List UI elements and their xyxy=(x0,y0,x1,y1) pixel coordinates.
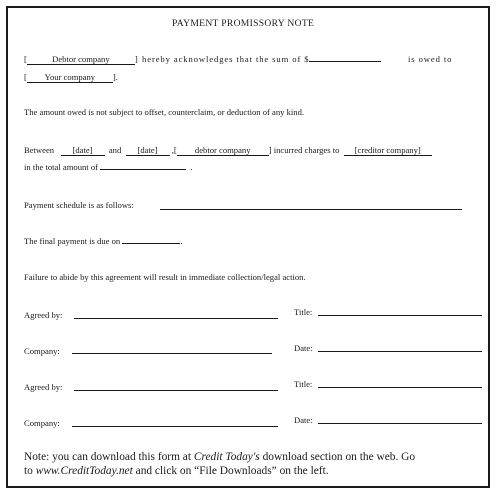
end-date-field[interactable]: [date] xyxy=(126,145,170,156)
form-title: PAYMENT PROMISSORY NOTE xyxy=(172,18,315,29)
creditor-company-field-2[interactable]: [creditor company] xyxy=(344,145,432,156)
agreed-by-field-1[interactable] xyxy=(74,318,278,319)
agreed-by-label-2: Agreed by: xyxy=(24,382,63,392)
amount-field[interactable] xyxy=(309,61,381,62)
note-website-link[interactable]: www.CreditToday.net xyxy=(35,465,133,477)
title-label-2: Title: xyxy=(294,379,313,389)
note-text-f: and click on “File Downloads” on the left. xyxy=(135,465,329,477)
company-label-2: Company: xyxy=(24,418,60,428)
failure-clause: Failure to abide by this agreement will result in immediate collection/legal action. xyxy=(24,272,306,282)
company-field-2[interactable] xyxy=(72,426,278,427)
total-amount-field[interactable] xyxy=(100,169,186,170)
and-label: and xyxy=(108,145,122,155)
between-label: Between xyxy=(24,145,55,155)
final-payment-date-field[interactable] xyxy=(122,243,180,244)
acknowledgement-line-1: [ Debtor company ] hereby acknowledges that the sum of $ xyxy=(24,54,381,65)
note-text-a: Note: you can download this form at xyxy=(24,451,192,463)
date-field-1[interactable] xyxy=(318,351,482,352)
agreed-by-field-2[interactable] xyxy=(74,390,278,391)
payment-schedule-label: Payment schedule is as follows: xyxy=(24,200,134,210)
download-note-line-1 xyxy=(24,450,415,464)
start-date-field[interactable]: [date] xyxy=(61,145,105,156)
owed-to-text: is owed to xyxy=(408,54,453,64)
note-text-c: download section on the web. Go xyxy=(262,451,416,463)
date-label-1: Date: xyxy=(294,343,313,353)
note-text-d: to xyxy=(24,465,33,477)
company-label-1: Company: xyxy=(24,346,60,356)
final-payment-line: The final payment is due on . xyxy=(24,236,183,246)
title-label-1: Title: xyxy=(294,307,313,317)
agreed-by-label-1: Agreed by: xyxy=(24,310,63,320)
date-field-2[interactable] xyxy=(318,423,482,424)
title-field-2[interactable] xyxy=(318,387,482,388)
total-amount-label: in the total amount of xyxy=(24,162,98,172)
charges-line-2: in the total amount of . xyxy=(24,162,193,172)
payment-schedule-field[interactable] xyxy=(160,209,462,210)
charges-line-1: Between [date] and [date] ,[ debtor company ] incurred charges to [creditor company] xyxy=(24,145,432,156)
company-field-1[interactable] xyxy=(72,353,272,354)
no-offset-clause: The amount owed is not subject to offset, counterclaim, or deduction of any kind. xyxy=(24,107,305,117)
incurred-label: incurred charges to xyxy=(273,145,340,155)
acknowledgement-text: hereby acknowledges that the sum of $ xyxy=(142,54,310,64)
debtor-company-field[interactable]: Debtor company xyxy=(27,54,135,65)
note-publication-name: Credit Today's xyxy=(193,451,260,463)
debtor-company-field-2[interactable]: debtor company xyxy=(177,145,269,156)
download-note-line-2 xyxy=(24,464,329,478)
final-payment-label: The final payment is due on xyxy=(24,236,121,246)
date-label-2: Date: xyxy=(294,415,313,425)
acknowledgement-line-2: [ Your company ]. xyxy=(24,72,118,82)
title-field-1[interactable] xyxy=(318,315,482,316)
creditor-company-field[interactable]: Your company xyxy=(27,72,113,83)
